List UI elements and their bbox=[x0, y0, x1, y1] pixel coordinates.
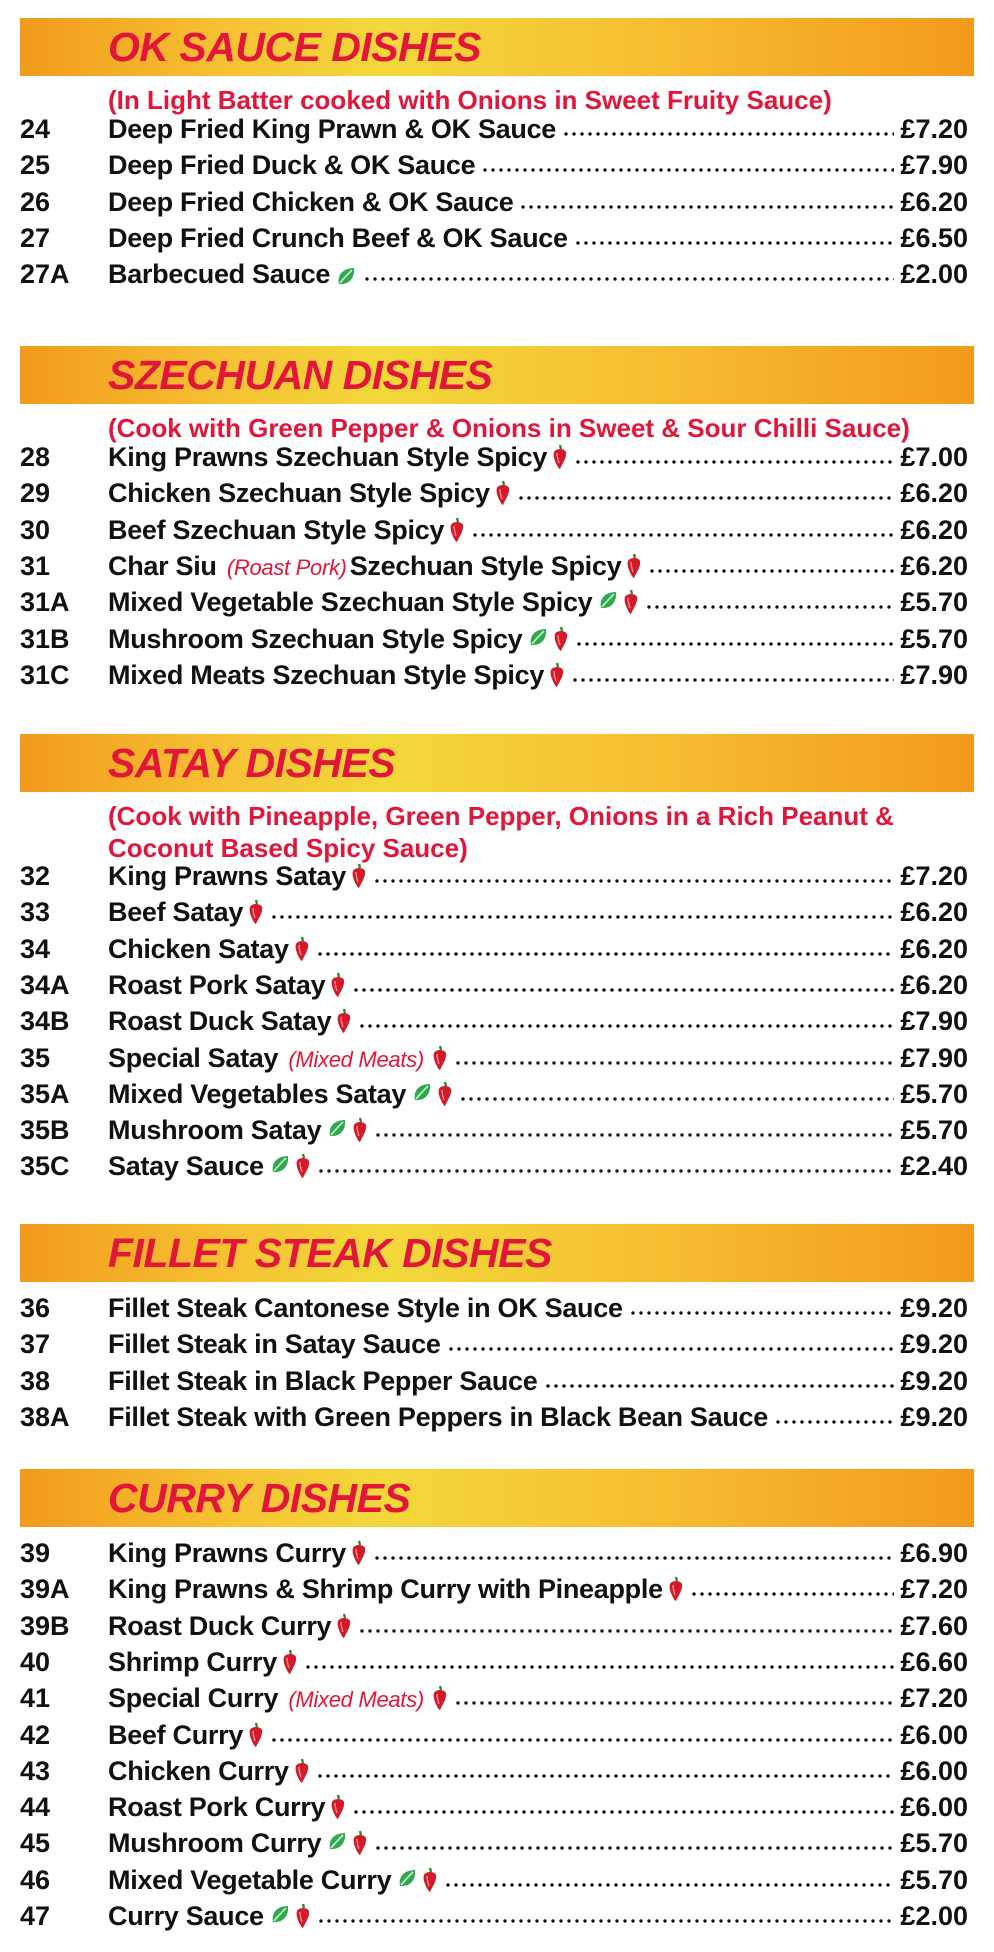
item-number: 31 bbox=[20, 550, 51, 581]
section-title: SZECHUAN DISHES bbox=[108, 352, 493, 398]
chilli-icon bbox=[248, 899, 264, 925]
item-name bbox=[108, 1789, 325, 1825]
item-name bbox=[108, 1608, 331, 1644]
dot-leader bbox=[519, 203, 894, 211]
item-number: 28 bbox=[20, 442, 51, 472]
item-number: 43 bbox=[20, 1755, 51, 1786]
item-name-text: Beef Satay bbox=[108, 897, 244, 928]
item-price: £7.00 bbox=[900, 442, 968, 472]
item-name bbox=[108, 1003, 331, 1039]
item-name bbox=[108, 1753, 289, 1789]
menu-item bbox=[0, 1789, 994, 1825]
dietary-icons bbox=[336, 1008, 352, 1034]
dietary-icons bbox=[269, 1903, 311, 1929]
item-name bbox=[108, 858, 346, 894]
item-number: 26 bbox=[20, 186, 51, 217]
dietary-icons bbox=[396, 1867, 438, 1893]
leaf-icon bbox=[326, 1830, 348, 1856]
dietary-icons bbox=[549, 662, 565, 688]
chilli-icon bbox=[549, 662, 565, 688]
menu-item bbox=[0, 1862, 994, 1898]
item-price: £9.20 bbox=[900, 1329, 968, 1360]
item-number: 35A bbox=[20, 1078, 70, 1109]
item-number: 27 bbox=[20, 222, 51, 253]
item-number: 45 bbox=[20, 1828, 51, 1859]
section-banner bbox=[20, 346, 974, 404]
item-name-text: Roast Pork Curry bbox=[108, 1792, 326, 1823]
item-note: (Mixed Meats) bbox=[288, 1687, 424, 1713]
leaf-icon bbox=[597, 589, 619, 615]
item-name-text: Deep Fried Chicken & OK Sauce bbox=[108, 186, 514, 217]
item-price: £5.70 bbox=[900, 1078, 968, 1109]
item-name bbox=[108, 184, 513, 220]
section-banner bbox=[20, 1469, 974, 1527]
item-name bbox=[108, 1644, 277, 1680]
item-name bbox=[108, 220, 568, 256]
item-number: 37 bbox=[20, 1329, 51, 1360]
chilli-icon bbox=[422, 1867, 438, 1893]
dietary-icons bbox=[282, 1649, 298, 1675]
item-name-text: King Prawns Szechuan Style Spicy bbox=[108, 442, 548, 472]
dot-leader bbox=[454, 1059, 895, 1067]
chilli-icon bbox=[623, 589, 639, 615]
item-name bbox=[108, 512, 444, 548]
item-note: (Roast Pork) bbox=[226, 554, 347, 580]
section-banner bbox=[20, 734, 974, 792]
item-name-text: King Prawns Curry bbox=[108, 1538, 346, 1568]
item-name-text: Mushroom Curry bbox=[108, 1828, 322, 1859]
chilli-icon bbox=[449, 517, 465, 543]
menu-item bbox=[0, 475, 994, 511]
item-price: £6.20 bbox=[900, 969, 968, 1000]
section-title: FILLET STEAK DISHES bbox=[108, 1230, 552, 1276]
menu-item bbox=[0, 1326, 994, 1362]
section-title: OK SAUCE DISHES bbox=[108, 24, 481, 70]
item-name bbox=[108, 931, 289, 967]
chilli-icon bbox=[330, 972, 346, 998]
dot-leader bbox=[645, 603, 894, 611]
item-price: £5.70 bbox=[900, 1864, 968, 1895]
dot-leader bbox=[363, 275, 894, 283]
item-name-text: Deep Fried King Prawn & OK Sauce bbox=[108, 114, 557, 144]
dietary-icons bbox=[449, 517, 465, 543]
item-price: £6.00 bbox=[900, 1755, 968, 1786]
chilli-icon bbox=[248, 1722, 264, 1748]
item-name-text: Beef Curry bbox=[108, 1719, 244, 1750]
dot-leader bbox=[447, 1345, 895, 1353]
chilli-icon bbox=[336, 1008, 352, 1034]
item-number: 34 bbox=[20, 933, 51, 964]
chilli-icon bbox=[552, 444, 568, 470]
item-name-text: King Prawns & Shrimp Curry with Pineapple bbox=[108, 1574, 663, 1605]
leaf-icon bbox=[335, 265, 357, 287]
menu-item bbox=[0, 657, 994, 693]
chilli-icon bbox=[351, 863, 367, 889]
dietary-icons bbox=[336, 1613, 352, 1639]
item-price: £9.20 bbox=[900, 1293, 968, 1323]
chilli-icon bbox=[432, 1685, 448, 1711]
item-number: 36 bbox=[20, 1293, 51, 1323]
item-name bbox=[108, 548, 621, 584]
menu-item bbox=[0, 1040, 994, 1076]
item-name bbox=[108, 256, 330, 292]
chilli-icon bbox=[336, 1613, 352, 1639]
item-number: 24 bbox=[20, 114, 51, 144]
dietary-icons bbox=[432, 1045, 448, 1071]
item-price: £6.00 bbox=[900, 1792, 968, 1823]
menu-item bbox=[0, 584, 994, 620]
dot-leader bbox=[454, 1699, 895, 1707]
menu-item bbox=[0, 1898, 994, 1934]
section-banner bbox=[20, 18, 974, 76]
item-number: 31B bbox=[20, 623, 70, 654]
menu-item bbox=[0, 1571, 994, 1607]
item-number: 46 bbox=[20, 1864, 51, 1895]
item-name bbox=[108, 657, 544, 693]
item-price: £7.20 bbox=[900, 1683, 968, 1714]
chilli-icon bbox=[432, 1045, 448, 1071]
item-number: 47 bbox=[20, 1901, 51, 1931]
item-number: 39A bbox=[20, 1574, 70, 1605]
dot-leader bbox=[774, 1418, 894, 1426]
item-name bbox=[108, 894, 243, 930]
item-name-text: Special Satay bbox=[108, 1042, 279, 1073]
item-name bbox=[108, 1825, 321, 1861]
menu-item bbox=[0, 512, 994, 548]
item-name bbox=[108, 1326, 441, 1362]
menu-item bbox=[0, 1076, 994, 1112]
menu-item bbox=[0, 621, 994, 657]
item-name-text: Mixed Meats Szechuan Style Spicy bbox=[108, 659, 545, 690]
item-number: 35B bbox=[20, 1115, 70, 1146]
dot-leader bbox=[358, 1022, 894, 1030]
item-price: £7.90 bbox=[900, 659, 968, 690]
item-number: 35 bbox=[20, 1042, 51, 1073]
dot-leader bbox=[575, 640, 894, 648]
dot-leader bbox=[270, 913, 894, 921]
item-price: £5.70 bbox=[900, 623, 968, 654]
item-price: £6.20 bbox=[900, 933, 968, 964]
dietary-icons bbox=[294, 1758, 310, 1784]
menu-item bbox=[0, 1363, 994, 1399]
item-name bbox=[108, 1535, 346, 1571]
item-number: 31C bbox=[20, 659, 70, 690]
section-banner bbox=[20, 1224, 974, 1282]
dot-leader bbox=[316, 1772, 895, 1780]
item-price: £6.00 bbox=[900, 1719, 968, 1750]
dot-leader bbox=[352, 1808, 894, 1816]
item-price: £6.50 bbox=[900, 222, 968, 253]
dietary-icons bbox=[495, 480, 511, 506]
leaf-icon bbox=[396, 1867, 418, 1893]
item-number: 42 bbox=[20, 1719, 51, 1750]
menu-item bbox=[0, 858, 994, 894]
item-name bbox=[108, 584, 592, 620]
item-name bbox=[108, 1898, 264, 1934]
dietary-icons bbox=[294, 936, 310, 962]
item-price: £2.00 bbox=[900, 1901, 968, 1931]
item-number: 44 bbox=[20, 1792, 51, 1823]
dietary-icons bbox=[626, 553, 642, 579]
item-price: £7.20 bbox=[900, 114, 968, 144]
item-price: £6.90 bbox=[900, 1538, 968, 1568]
item-name bbox=[108, 967, 325, 1003]
item-name-text: Curry Sauce bbox=[108, 1901, 264, 1931]
item-name-text: Mushroom Szechuan Style Spicy bbox=[108, 623, 523, 654]
dietary-icons bbox=[248, 1722, 264, 1748]
item-name-text: Mixed Vegetable Szechuan Style Spicy bbox=[108, 587, 593, 618]
item-price: £7.90 bbox=[900, 1006, 968, 1037]
item-name-text: Char Siu bbox=[108, 550, 217, 581]
item-name bbox=[108, 1148, 264, 1184]
item-name-text: Mixed Vegetables Satay bbox=[108, 1078, 407, 1109]
item-name bbox=[108, 1112, 321, 1148]
dot-leader bbox=[358, 1627, 894, 1635]
menu-item bbox=[0, 931, 994, 967]
leaf-icon bbox=[269, 1903, 291, 1929]
item-number: 41 bbox=[20, 1683, 51, 1714]
dot-leader bbox=[459, 1095, 894, 1103]
item-number: 32 bbox=[20, 861, 51, 891]
dot-leader bbox=[270, 1736, 894, 1744]
dot-leader bbox=[690, 1590, 895, 1598]
menu-item bbox=[0, 1535, 994, 1571]
item-name-text: Fillet Steak in Satay Sauce bbox=[108, 1329, 441, 1360]
section-description: (In Light Batter cooked with Onions in Sweet Fruity Sauce) bbox=[108, 85, 832, 115]
dot-leader bbox=[471, 531, 894, 539]
item-price: £6.20 bbox=[900, 897, 968, 928]
chilli-icon bbox=[668, 1576, 684, 1602]
item-price: £5.70 bbox=[900, 587, 968, 618]
item-number: 25 bbox=[20, 150, 51, 181]
item-number: 30 bbox=[20, 514, 51, 545]
dietary-icons bbox=[330, 1794, 346, 1820]
menu-item bbox=[0, 111, 994, 147]
item-name-text: Roast Duck Curry bbox=[108, 1610, 332, 1641]
dot-leader bbox=[352, 986, 894, 994]
dot-leader bbox=[374, 1131, 894, 1139]
item-name-text: Special Curry bbox=[108, 1683, 279, 1714]
item-number: 31A bbox=[20, 587, 70, 618]
item-number: 38A bbox=[20, 1401, 70, 1432]
dot-leader bbox=[316, 950, 895, 958]
item-price: £6.20 bbox=[900, 550, 968, 581]
chilli-icon bbox=[352, 1830, 368, 1856]
dot-leader bbox=[562, 130, 894, 138]
item-price: £7.90 bbox=[900, 150, 968, 181]
item-price: £2.00 bbox=[900, 259, 968, 290]
dot-leader bbox=[481, 166, 894, 174]
item-number: 39 bbox=[20, 1538, 51, 1568]
item-price: £9.20 bbox=[900, 1401, 968, 1432]
section-title: SATAY DISHES bbox=[108, 740, 396, 786]
dot-leader bbox=[444, 1881, 894, 1889]
item-name bbox=[108, 1571, 663, 1607]
item-number: 39B bbox=[20, 1610, 70, 1641]
dot-leader bbox=[373, 877, 894, 885]
menu-item bbox=[0, 1753, 994, 1789]
menu-item bbox=[0, 1825, 994, 1861]
chilli-icon bbox=[553, 626, 569, 652]
item-price: £9.20 bbox=[900, 1365, 968, 1396]
item-name bbox=[108, 111, 556, 147]
menu-item bbox=[0, 1148, 994, 1184]
dot-leader bbox=[629, 1309, 895, 1317]
dietary-icons bbox=[269, 1153, 311, 1179]
dietary-icons bbox=[330, 972, 346, 998]
dot-leader bbox=[374, 1844, 894, 1852]
item-number: 34B bbox=[20, 1006, 70, 1037]
menu-item bbox=[0, 1003, 994, 1039]
item-name-text: Barbecued Sauce bbox=[108, 259, 331, 290]
item-price: £7.90 bbox=[900, 1042, 968, 1073]
dot-leader bbox=[317, 1917, 895, 1925]
item-name-suffix: Szechuan Style Spicy bbox=[349, 550, 622, 581]
item-name-text: Beef Szechuan Style Spicy bbox=[108, 514, 445, 545]
dietary-icons bbox=[351, 863, 367, 889]
item-name-text: Fillet Steak in Black Pepper Sauce bbox=[108, 1365, 538, 1396]
item-name-text: Fillet Steak with Green Peppers in Black Bean Sauce bbox=[108, 1401, 768, 1432]
dietary-icons bbox=[527, 626, 569, 652]
item-name bbox=[108, 1862, 391, 1898]
section-description: Coconut Based Spicy Sauce) bbox=[108, 833, 468, 863]
chilli-icon bbox=[352, 1117, 368, 1143]
dietary-icons bbox=[326, 1830, 368, 1856]
item-price: £7.20 bbox=[900, 861, 968, 891]
item-name-text: Fillet Steak Cantonese Style in OK Sauce bbox=[108, 1293, 623, 1323]
chilli-icon bbox=[626, 553, 642, 579]
dietary-icons bbox=[335, 265, 357, 287]
leaf-icon bbox=[269, 1153, 291, 1179]
item-number: 40 bbox=[20, 1646, 51, 1677]
chilli-icon bbox=[351, 1540, 367, 1566]
dietary-icons bbox=[326, 1117, 368, 1143]
menu-item bbox=[0, 147, 994, 183]
dot-leader bbox=[571, 676, 894, 684]
leaf-icon bbox=[527, 626, 549, 652]
menu-item bbox=[0, 1717, 994, 1753]
leaf-icon bbox=[326, 1117, 348, 1143]
item-number: 35C bbox=[20, 1151, 70, 1182]
chilli-icon bbox=[294, 936, 310, 962]
item-price: £5.70 bbox=[900, 1828, 968, 1859]
item-price: £6.20 bbox=[900, 478, 968, 509]
dot-leader bbox=[544, 1382, 895, 1390]
item-name-text: King Prawns Satay bbox=[108, 861, 346, 891]
menu-item bbox=[0, 1644, 994, 1680]
item-price: £2.40 bbox=[900, 1151, 968, 1182]
item-price: £6.60 bbox=[900, 1646, 968, 1677]
item-name-text: Mushroom Satay bbox=[108, 1115, 322, 1146]
chilli-icon bbox=[437, 1081, 453, 1107]
dietary-icons bbox=[552, 444, 568, 470]
item-name bbox=[108, 1040, 427, 1076]
item-name bbox=[108, 621, 522, 657]
item-name-text: Chicken Curry bbox=[108, 1755, 289, 1786]
dot-leader bbox=[304, 1663, 894, 1671]
leaf-icon bbox=[411, 1081, 433, 1107]
item-name-text: Chicken Satay bbox=[108, 933, 289, 964]
menu-item bbox=[0, 548, 994, 584]
item-price: £6.20 bbox=[900, 186, 968, 217]
chilli-icon bbox=[330, 1794, 346, 1820]
menu-item bbox=[0, 1112, 994, 1148]
item-number: 27A bbox=[20, 259, 70, 290]
item-name-text: Shrimp Curry bbox=[108, 1646, 277, 1677]
menu-item bbox=[0, 967, 994, 1003]
menu-item bbox=[0, 184, 994, 220]
item-price: £7.60 bbox=[900, 1610, 968, 1641]
menu-item bbox=[0, 1680, 994, 1716]
item-price: £5.70 bbox=[900, 1115, 968, 1146]
dot-leader bbox=[517, 494, 895, 502]
dietary-icons bbox=[432, 1685, 448, 1711]
menu-item bbox=[0, 1608, 994, 1644]
menu-item bbox=[0, 256, 994, 292]
chilli-icon bbox=[495, 480, 511, 506]
item-name bbox=[108, 439, 547, 475]
dot-leader bbox=[574, 239, 895, 247]
dietary-icons bbox=[248, 899, 264, 925]
item-name bbox=[108, 475, 490, 511]
chilli-icon bbox=[294, 1758, 310, 1784]
item-name bbox=[108, 1363, 538, 1399]
dot-leader bbox=[373, 1554, 894, 1562]
section-title: CURRY DISHES bbox=[108, 1475, 411, 1521]
dot-leader bbox=[648, 567, 894, 575]
dot-leader bbox=[574, 458, 894, 466]
item-number: 33 bbox=[20, 897, 51, 928]
dietary-icons bbox=[597, 589, 639, 615]
dietary-icons bbox=[668, 1576, 684, 1602]
item-name bbox=[108, 1399, 768, 1435]
item-name bbox=[108, 1717, 243, 1753]
item-name bbox=[108, 1076, 406, 1112]
chilli-icon bbox=[282, 1649, 298, 1675]
item-name bbox=[108, 1680, 427, 1716]
item-price: £6.20 bbox=[900, 514, 968, 545]
item-name-text: Roast Duck Satay bbox=[108, 1006, 332, 1037]
dietary-icons bbox=[351, 1540, 367, 1566]
item-name-text: Chicken Szechuan Style Spicy bbox=[108, 478, 490, 509]
menu-item bbox=[0, 439, 994, 475]
item-number: 38 bbox=[20, 1365, 51, 1396]
chilli-icon bbox=[295, 1153, 311, 1179]
item-number: 34A bbox=[20, 969, 70, 1000]
menu-item bbox=[0, 1290, 994, 1326]
item-name-text: Satay Sauce bbox=[108, 1151, 264, 1182]
dietary-icons bbox=[411, 1081, 453, 1107]
dot-leader bbox=[317, 1167, 895, 1175]
item-name-text: Deep Fried Crunch Beef & OK Sauce bbox=[108, 222, 568, 253]
item-name-text: Deep Fried Duck & OK Sauce bbox=[108, 150, 476, 181]
item-number: 29 bbox=[20, 478, 51, 509]
chilli-icon bbox=[295, 1903, 311, 1929]
item-name-text: Mixed Vegetable Curry bbox=[108, 1864, 392, 1895]
menu-item bbox=[0, 894, 994, 930]
item-price: £7.20 bbox=[900, 1574, 968, 1605]
item-note: (Mixed Meats) bbox=[288, 1046, 424, 1072]
item-name-text: Roast Pork Satay bbox=[108, 969, 326, 1000]
menu-item bbox=[0, 220, 994, 256]
item-name bbox=[108, 1290, 623, 1326]
item-name bbox=[108, 147, 475, 183]
section-description: (Cook with Green Pepper & Onions in Sweet & Sour Chilli Sauce) bbox=[108, 413, 910, 443]
section-description: (Cook with Pineapple, Green Pepper, Onions in a Rich Peanut & bbox=[108, 801, 894, 831]
menu-item bbox=[0, 1399, 994, 1435]
